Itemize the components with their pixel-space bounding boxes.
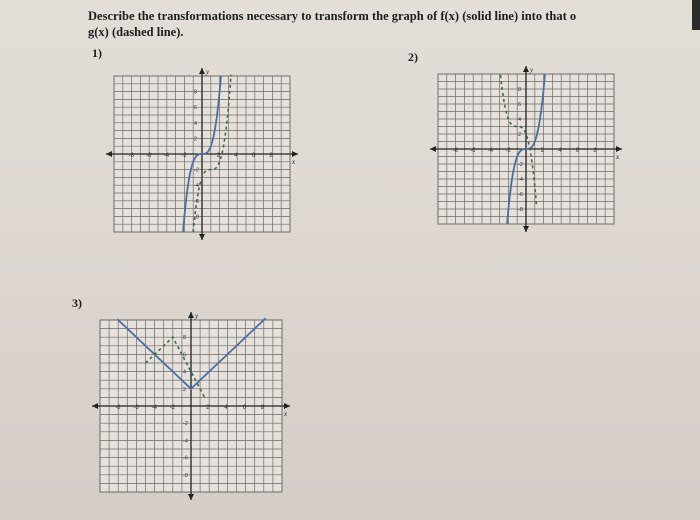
x-axis-label: x (284, 410, 288, 418)
y-tick-label: 2 (183, 386, 187, 393)
problem-number-2: 2) (408, 50, 418, 64)
x-tick-label: 8 (593, 148, 597, 154)
x-axis-arrow (92, 403, 98, 409)
y-axis-arrow (199, 234, 205, 240)
y-axis-arrow (188, 312, 194, 318)
x-tick-label: 6 (242, 405, 246, 411)
x-tick-label: -2 (505, 148, 511, 154)
y-tick-label: -4 (194, 183, 199, 190)
y-axis-arrow (199, 68, 205, 74)
y-axis-arrow (523, 66, 529, 72)
x-tick-label: -6 (133, 405, 139, 411)
instructions-line-2: g(x) (dashed line). (88, 25, 184, 39)
x-tick-label: -4 (487, 148, 494, 154)
x-tick-label: -8 (128, 153, 134, 159)
y-axis-label: y (530, 66, 534, 74)
x-tick-label: -6 (146, 153, 152, 159)
x-tick-label: 6 (251, 153, 256, 159)
y-tick-label: 4 (183, 369, 187, 376)
x-axis-arrow (616, 146, 622, 152)
y-tick-label: 8 (194, 89, 198, 96)
problem-number-1: 1) (92, 46, 102, 60)
y-tick-label: -2 (518, 162, 523, 168)
y-tick-label: 2 (194, 136, 198, 143)
x-axis-label: x (616, 153, 620, 161)
x-tick-label: 4 (234, 153, 238, 159)
y-tick-label: 8 (183, 335, 187, 342)
graph-2 (430, 66, 626, 236)
x-tick-label: 8 (260, 405, 265, 411)
x-tick-label: -6 (470, 148, 476, 154)
y-tick-label: -2 (194, 167, 199, 174)
y-tick-label: 6 (194, 105, 198, 112)
x-axis-arrow (106, 151, 112, 157)
x-tick-label: 2 (540, 148, 544, 154)
instructions (88, 8, 700, 40)
y-axis-label: y (195, 312, 199, 320)
y-tick-label: -4 (183, 438, 188, 445)
y-tick-label: 8 (518, 87, 522, 93)
x-tick-label: 6 (575, 148, 580, 154)
x-tick-label: 2 (206, 405, 210, 411)
graph-1 (104, 66, 300, 242)
y-tick-label: -8 (183, 472, 188, 479)
x-axis-arrow (430, 146, 436, 152)
x-tick-label: -2 (169, 405, 176, 411)
y-tick-label: -8 (194, 214, 199, 221)
x-tick-label: 2 (216, 153, 220, 159)
x-axis-label: x (292, 158, 296, 166)
x-tick-label: 4 (224, 405, 228, 411)
x-tick-label: -4 (163, 153, 170, 159)
y-tick-label: 4 (194, 120, 198, 127)
x-tick-label: -8 (115, 405, 121, 411)
y-tick-label: -6 (518, 192, 523, 198)
y-tick-label: -2 (183, 421, 188, 428)
y-tick-label: -6 (183, 455, 188, 462)
y-tick-label: 6 (183, 352, 187, 359)
y-axis-arrow (188, 494, 194, 500)
x-axis-arrow (292, 151, 298, 157)
y-tick-label: -8 (518, 207, 523, 213)
y-tick-label: 2 (518, 132, 522, 138)
y-tick-label: -6 (194, 198, 199, 205)
y-axis-label: y (206, 68, 210, 76)
problem-number-3: 3) (72, 296, 82, 310)
instructions-line-1: Describe the transformations necessary to transform the graph of f(x) (solid line) into that o (88, 9, 577, 23)
y-tick-label: 6 (518, 102, 522, 108)
x-tick-label: -4 (151, 405, 157, 411)
y-axis-arrow (523, 226, 529, 232)
y-tick-label: -4 (518, 177, 523, 183)
x-axis-arrow (284, 403, 290, 409)
graph-3 (86, 306, 296, 508)
x-tick-label: -2 (181, 153, 187, 159)
x-tick-label: -8 (452, 148, 458, 154)
x-tick-label: 4 (558, 148, 562, 154)
x-tick-label: 8 (269, 153, 273, 159)
y-tick-label: 4 (518, 117, 522, 123)
